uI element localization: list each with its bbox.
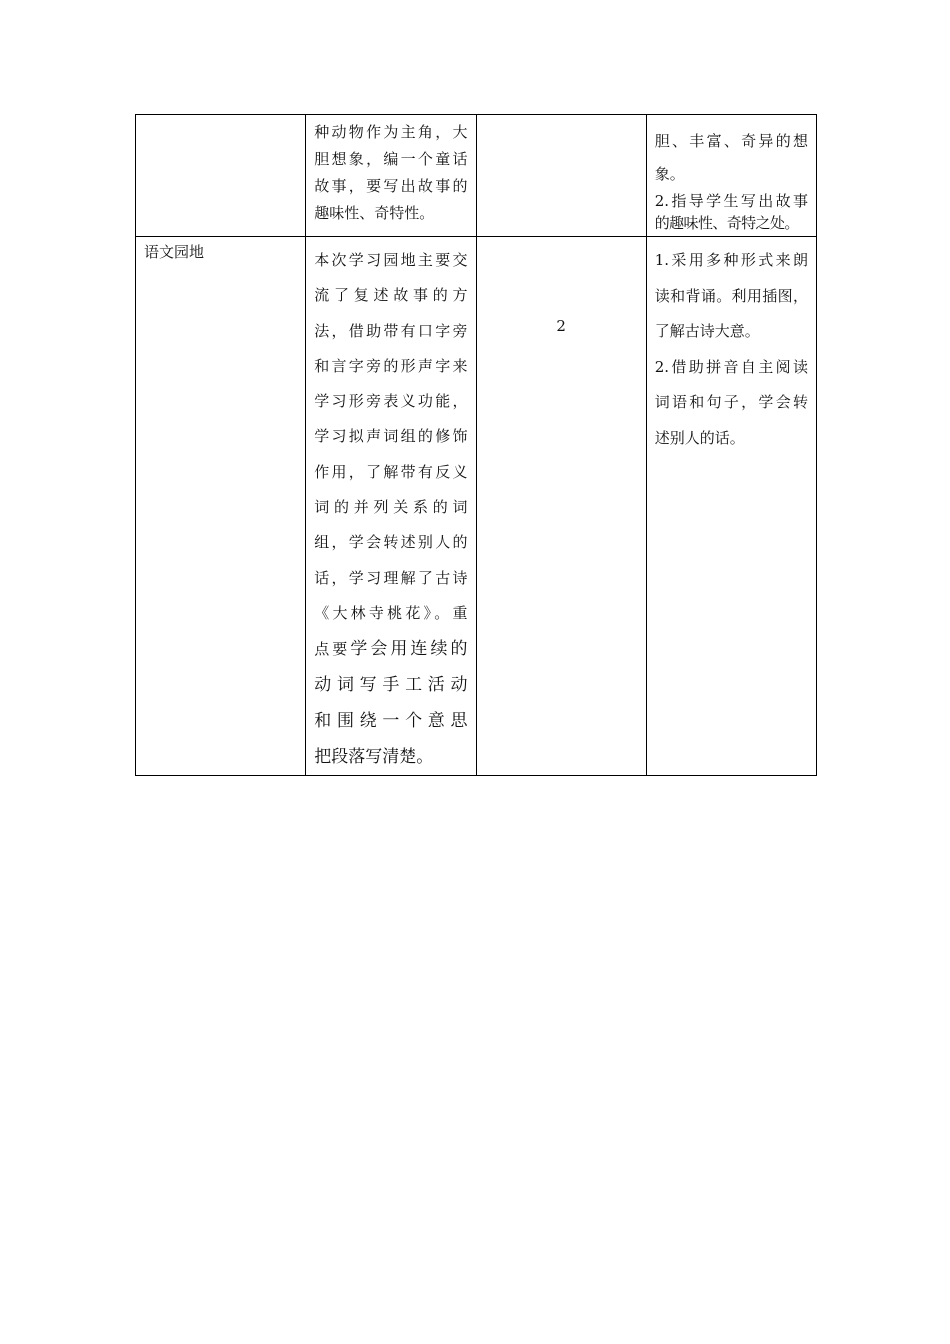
text-line: 胆、丰富、奇异的想 [654, 132, 808, 150]
text-line: 和围绕一个意思 [314, 711, 468, 732]
content-cell [306, 115, 476, 237]
hours-cell [476, 115, 646, 237]
text-line: 话，学习理解了古诗 [314, 568, 468, 587]
hours-cell [476, 237, 646, 776]
text-line: 学习形旁表义功能， [314, 392, 468, 411]
unit-cell [136, 237, 306, 776]
text-line: 象。 [654, 165, 685, 183]
text-line: 词的并列关系的词 [314, 498, 468, 517]
text-line: 作用，了解带有反义 [314, 462, 468, 481]
text-line: 了解古诗大意。 [654, 322, 760, 340]
text-line: 胆想象，编一个童话 [314, 150, 468, 168]
goals-cell [646, 237, 816, 776]
text-line: 的趣味性、奇特之处。 [654, 214, 799, 232]
text-line: 流了复述故事的方 [314, 286, 468, 305]
text-line: 组，学会转述别人的 [314, 533, 468, 552]
text-line: 《大林寺桃花》。重 [314, 603, 468, 622]
text-line: 把段落写清楚。 [314, 747, 434, 768]
text-fragment: 点要 [314, 640, 351, 659]
text-line: 2.借助拼音自主阅读 [654, 357, 808, 376]
text-line: 和言字旁的形声字来 [314, 356, 468, 375]
unit-title: 语文园地 [144, 243, 205, 261]
text-line: 学习拟声词组的修饰 [314, 427, 468, 446]
text-line: 词语和句子，学会转 [654, 393, 808, 411]
content-cell [306, 237, 476, 776]
text-line: 2.指导学生写出故事 [654, 192, 808, 210]
text-line: 读和背诵。利用插图， [654, 286, 808, 305]
text-line: 种动物作为主角，大 [314, 123, 468, 141]
unit-cell [136, 115, 306, 237]
text-line: 趣味性、奇特性。 [314, 204, 435, 222]
goals-cell [646, 115, 816, 237]
text-fragment: 学会用连续的 [350, 639, 468, 660]
text-line [314, 631, 467, 667]
text-line: 动词写手工活动 [314, 675, 468, 696]
text-line: 1.采用多种形式来朗 [654, 251, 808, 269]
table-row [136, 115, 817, 237]
text-line: 本次学习园地主要交 [314, 251, 468, 269]
hours-value: 2 [556, 317, 566, 335]
text-line: 述别人的话。 [654, 428, 745, 447]
curriculum-table [135, 114, 817, 776]
text-line: 故事，要写出故事的 [314, 177, 468, 195]
table-row [136, 237, 817, 776]
text-line: 法，借助带有口字旁 [314, 321, 468, 340]
